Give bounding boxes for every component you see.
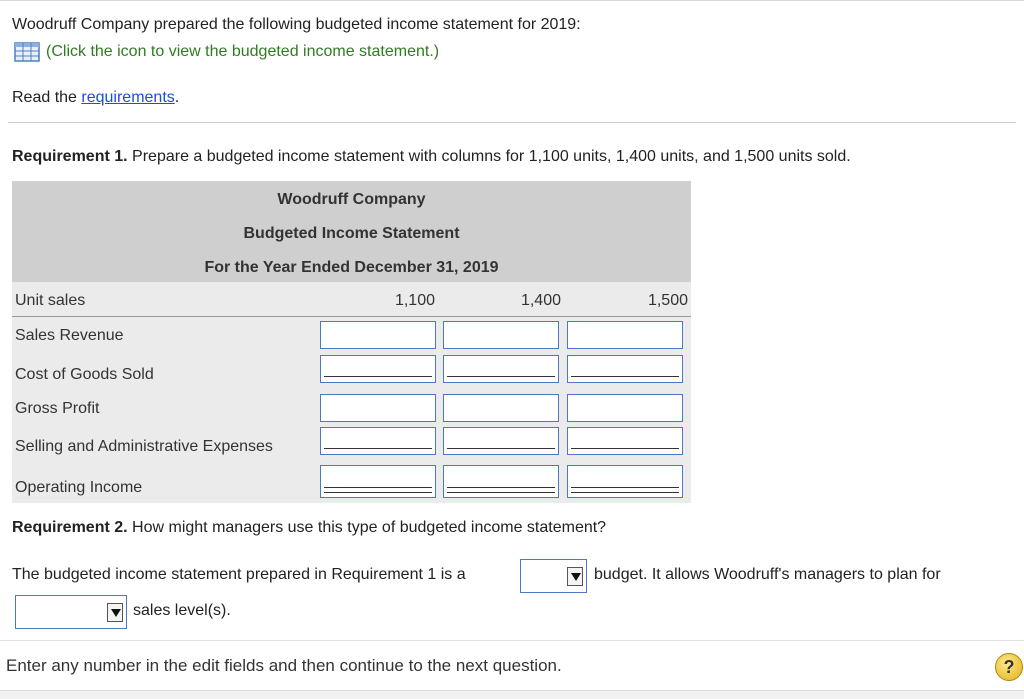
sales-revenue-label: Sales Revenue	[15, 327, 124, 344]
requirement-1-label: Requirement 1.	[12, 148, 128, 165]
statement-company: Woodruff Company	[277, 191, 426, 208]
sga-1100-field[interactable]	[325, 428, 431, 454]
gross-profit-1400-input[interactable]	[443, 394, 559, 422]
cogs-1400-field[interactable]	[448, 356, 554, 382]
sales-level-select[interactable]	[15, 595, 127, 629]
footer-divider	[0, 640, 1024, 641]
requirement-2-label: Requirement 2.	[12, 519, 128, 536]
sales-revenue-1100-input[interactable]	[320, 321, 436, 349]
section-divider	[8, 122, 1016, 123]
table-grid-icon[interactable]	[14, 42, 40, 62]
operating-income-1400-field[interactable]	[448, 466, 554, 497]
read-requirements-line	[12, 89, 179, 107]
gross-profit-1500-field[interactable]	[572, 395, 678, 421]
cogs-label: Cost of Goods Sold	[15, 366, 154, 383]
requirement-1-text	[12, 148, 851, 166]
units-col-1: 1,100	[394, 292, 435, 309]
cogs-1100-field[interactable]	[325, 356, 431, 382]
sga-1100-input[interactable]	[320, 427, 436, 455]
cogs-1500-input[interactable]	[567, 355, 683, 383]
gross-profit-label: Gross Profit	[15, 400, 100, 417]
statement-header	[12, 181, 691, 282]
gross-profit-1500-input[interactable]	[567, 394, 683, 422]
sga-1400-field[interactable]	[448, 428, 554, 454]
help-icon[interactable]: ?	[995, 653, 1023, 681]
statement-title: Budgeted Income Statement	[243, 225, 460, 242]
footer-instruction: Enter any number in the edit fields and then continue to the next question.	[6, 656, 562, 675]
dropdown-arrow-icon[interactable]	[567, 567, 583, 586]
top-divider	[0, 0, 1024, 1]
sga-1500-field[interactable]	[572, 428, 678, 454]
statement-period: For the Year Ended December 31, 2019	[204, 259, 499, 276]
gross-profit-1100-input[interactable]	[320, 394, 436, 422]
answer-middle: budget. It allows Woodruff's managers to plan for	[594, 566, 941, 583]
budgeted-income-statement	[12, 181, 691, 503]
units-col-3: 1,500	[647, 292, 688, 309]
requirements-link[interactable]: requirements	[81, 89, 175, 106]
sales-revenue-1400-field[interactable]	[448, 322, 554, 348]
units-col-2: 1,400	[520, 292, 561, 309]
operating-income-label: Operating Income	[15, 479, 143, 496]
cogs-1400-input[interactable]	[443, 355, 559, 383]
operating-income-1500-field[interactable]	[572, 466, 678, 497]
sales-revenue-1100-field[interactable]	[325, 322, 431, 348]
sga-1500-input[interactable]	[567, 427, 683, 455]
cogs-1500-field[interactable]	[572, 356, 678, 382]
sales-revenue-1500-input[interactable]	[567, 321, 683, 349]
budget-type-select[interactable]	[520, 559, 587, 593]
operating-income-1100-input[interactable]	[320, 465, 436, 498]
gross-profit-1400-field[interactable]	[448, 395, 554, 421]
requirement-2-body: How might managers use this type of budgeted income statement?	[127, 519, 607, 536]
view-statement-link[interactable]	[14, 42, 439, 62]
sales-revenue-1500-field[interactable]	[572, 322, 678, 348]
operating-income-1100-field[interactable]	[325, 466, 431, 497]
requirement-1-body: Prepare a budgeted income statement with columns for 1,100 units, 1,400 units, and 1,500 units sold.	[127, 148, 851, 165]
cogs-1100-input[interactable]	[320, 355, 436, 383]
view-statement-link-text[interactable]: (Click the icon to view the budgeted income statement.)	[46, 43, 440, 60]
operating-income-1500-input[interactable]	[567, 465, 683, 498]
bottom-toolbar	[0, 690, 1024, 699]
answer-suffix: sales level(s).	[133, 602, 231, 619]
intro-text: Woodruff Company prepared the following budgeted income statement for 2019:	[12, 16, 581, 33]
requirement-2-text	[12, 519, 606, 537]
sga-1400-input[interactable]	[443, 427, 559, 455]
read-prefix: Read the	[12, 89, 82, 106]
read-suffix: .	[174, 89, 180, 106]
unit-sales-row	[12, 282, 691, 317]
unit-sales-label: Unit sales	[15, 292, 86, 309]
dropdown-arrow-icon[interactable]	[107, 603, 123, 622]
sales-revenue-1400-input[interactable]	[443, 321, 559, 349]
gross-profit-1100-field[interactable]	[325, 395, 431, 421]
operating-income-1400-input[interactable]	[443, 465, 559, 498]
answer-prefix: The budgeted income statement prepared in Requirement 1 is a	[12, 566, 466, 583]
sga-label: Selling and Administrative Expenses	[15, 438, 273, 455]
